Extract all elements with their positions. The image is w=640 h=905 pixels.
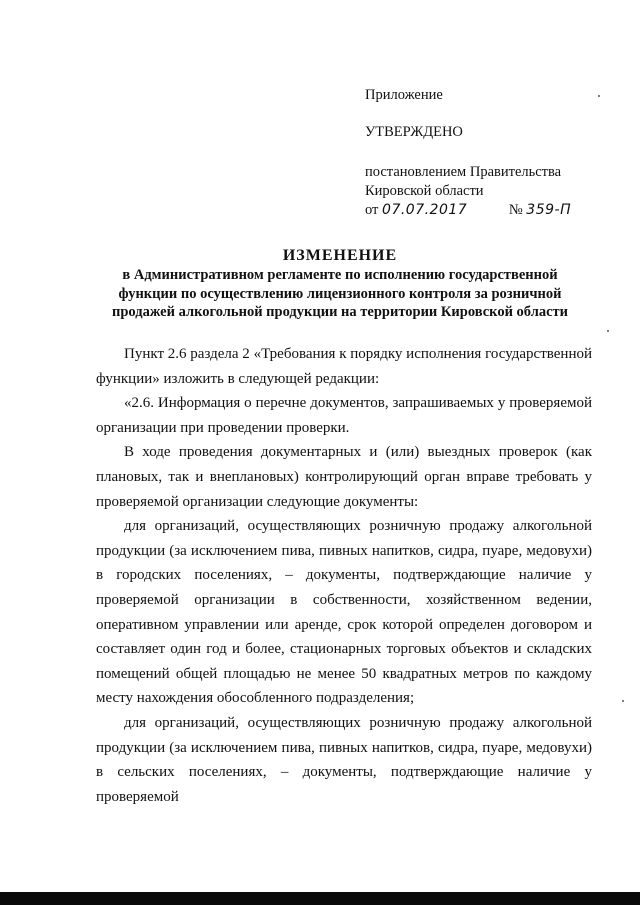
heading-subtitle-line-3: продажей алкогольной продукции на территории Кировской области xyxy=(112,304,568,320)
scan-speck xyxy=(607,330,609,332)
paragraph-2: «2.6. Информация о перечне документов, запрашиваемых у проверяемой организации при проведении проверки. xyxy=(96,395,592,436)
resolution-line-1: постановлением Правительства xyxy=(365,164,562,180)
approval-block xyxy=(365,86,615,220)
date-number-line xyxy=(365,201,615,220)
scan-speck xyxy=(598,95,600,97)
handwritten-date: 07.07.2017 xyxy=(382,202,468,218)
handwritten-number: 359-П xyxy=(526,202,572,218)
scan-edge-bar xyxy=(0,892,640,905)
paragraph-4: для организаций, осуществляющих розничную продажу алкогольной продукции (за исключением пива, пивных напитков, сидра, пуаре, медовухи) в городских поселениях, – документы, подтверждающие наличие у проверяемой организации в собственности, хозяйственном ведении, оперативном управлении или аренде, срок которой определен договором и составляет один год и более, стационарных торговых объектов и складских помещений общей площадью не менее 50 квадратных метров по каждому месту нахождения обособленного подразделения; xyxy=(96,518,592,707)
approved-label: УТВЕРЖДЕНО xyxy=(365,124,463,140)
appendix-label: Приложение xyxy=(365,87,443,103)
heading-title: ИЗМЕНЕНИЕ xyxy=(282,247,398,264)
date-prefix: от xyxy=(365,202,379,218)
heading-subtitle-line-1: в Административном регламенте по исполнению государственной xyxy=(122,267,558,283)
resolution-line-2: Кировской области xyxy=(365,183,484,199)
paragraph-5: для организаций, осуществляющих розничную продажу алкогольной продукции (за исключением пива, пивных напитков, сидра, пуаре, медовухи) в сельских поселениях, – документы, подтверждающие наличие у проверяемой xyxy=(96,714,592,805)
number-prefix: № xyxy=(508,202,523,218)
document-heading xyxy=(96,246,584,322)
heading-subtitle-line-2: функции по осуществлению лицензионного контроля за розничной xyxy=(118,285,562,302)
document-body xyxy=(96,342,592,809)
scan-speck xyxy=(622,700,624,702)
paragraph-3: В ходе проведения документарных и (или) выездных проверок (как плановых, так и внеплановых) контролирующий орган вправе требовать у проверяемой организации следующие документы: xyxy=(96,444,592,510)
paragraph-1: Пункт 2.6 раздела 2 «Требования к порядку исполнения государственной функции» изложить в следующей редакции: xyxy=(96,346,592,387)
